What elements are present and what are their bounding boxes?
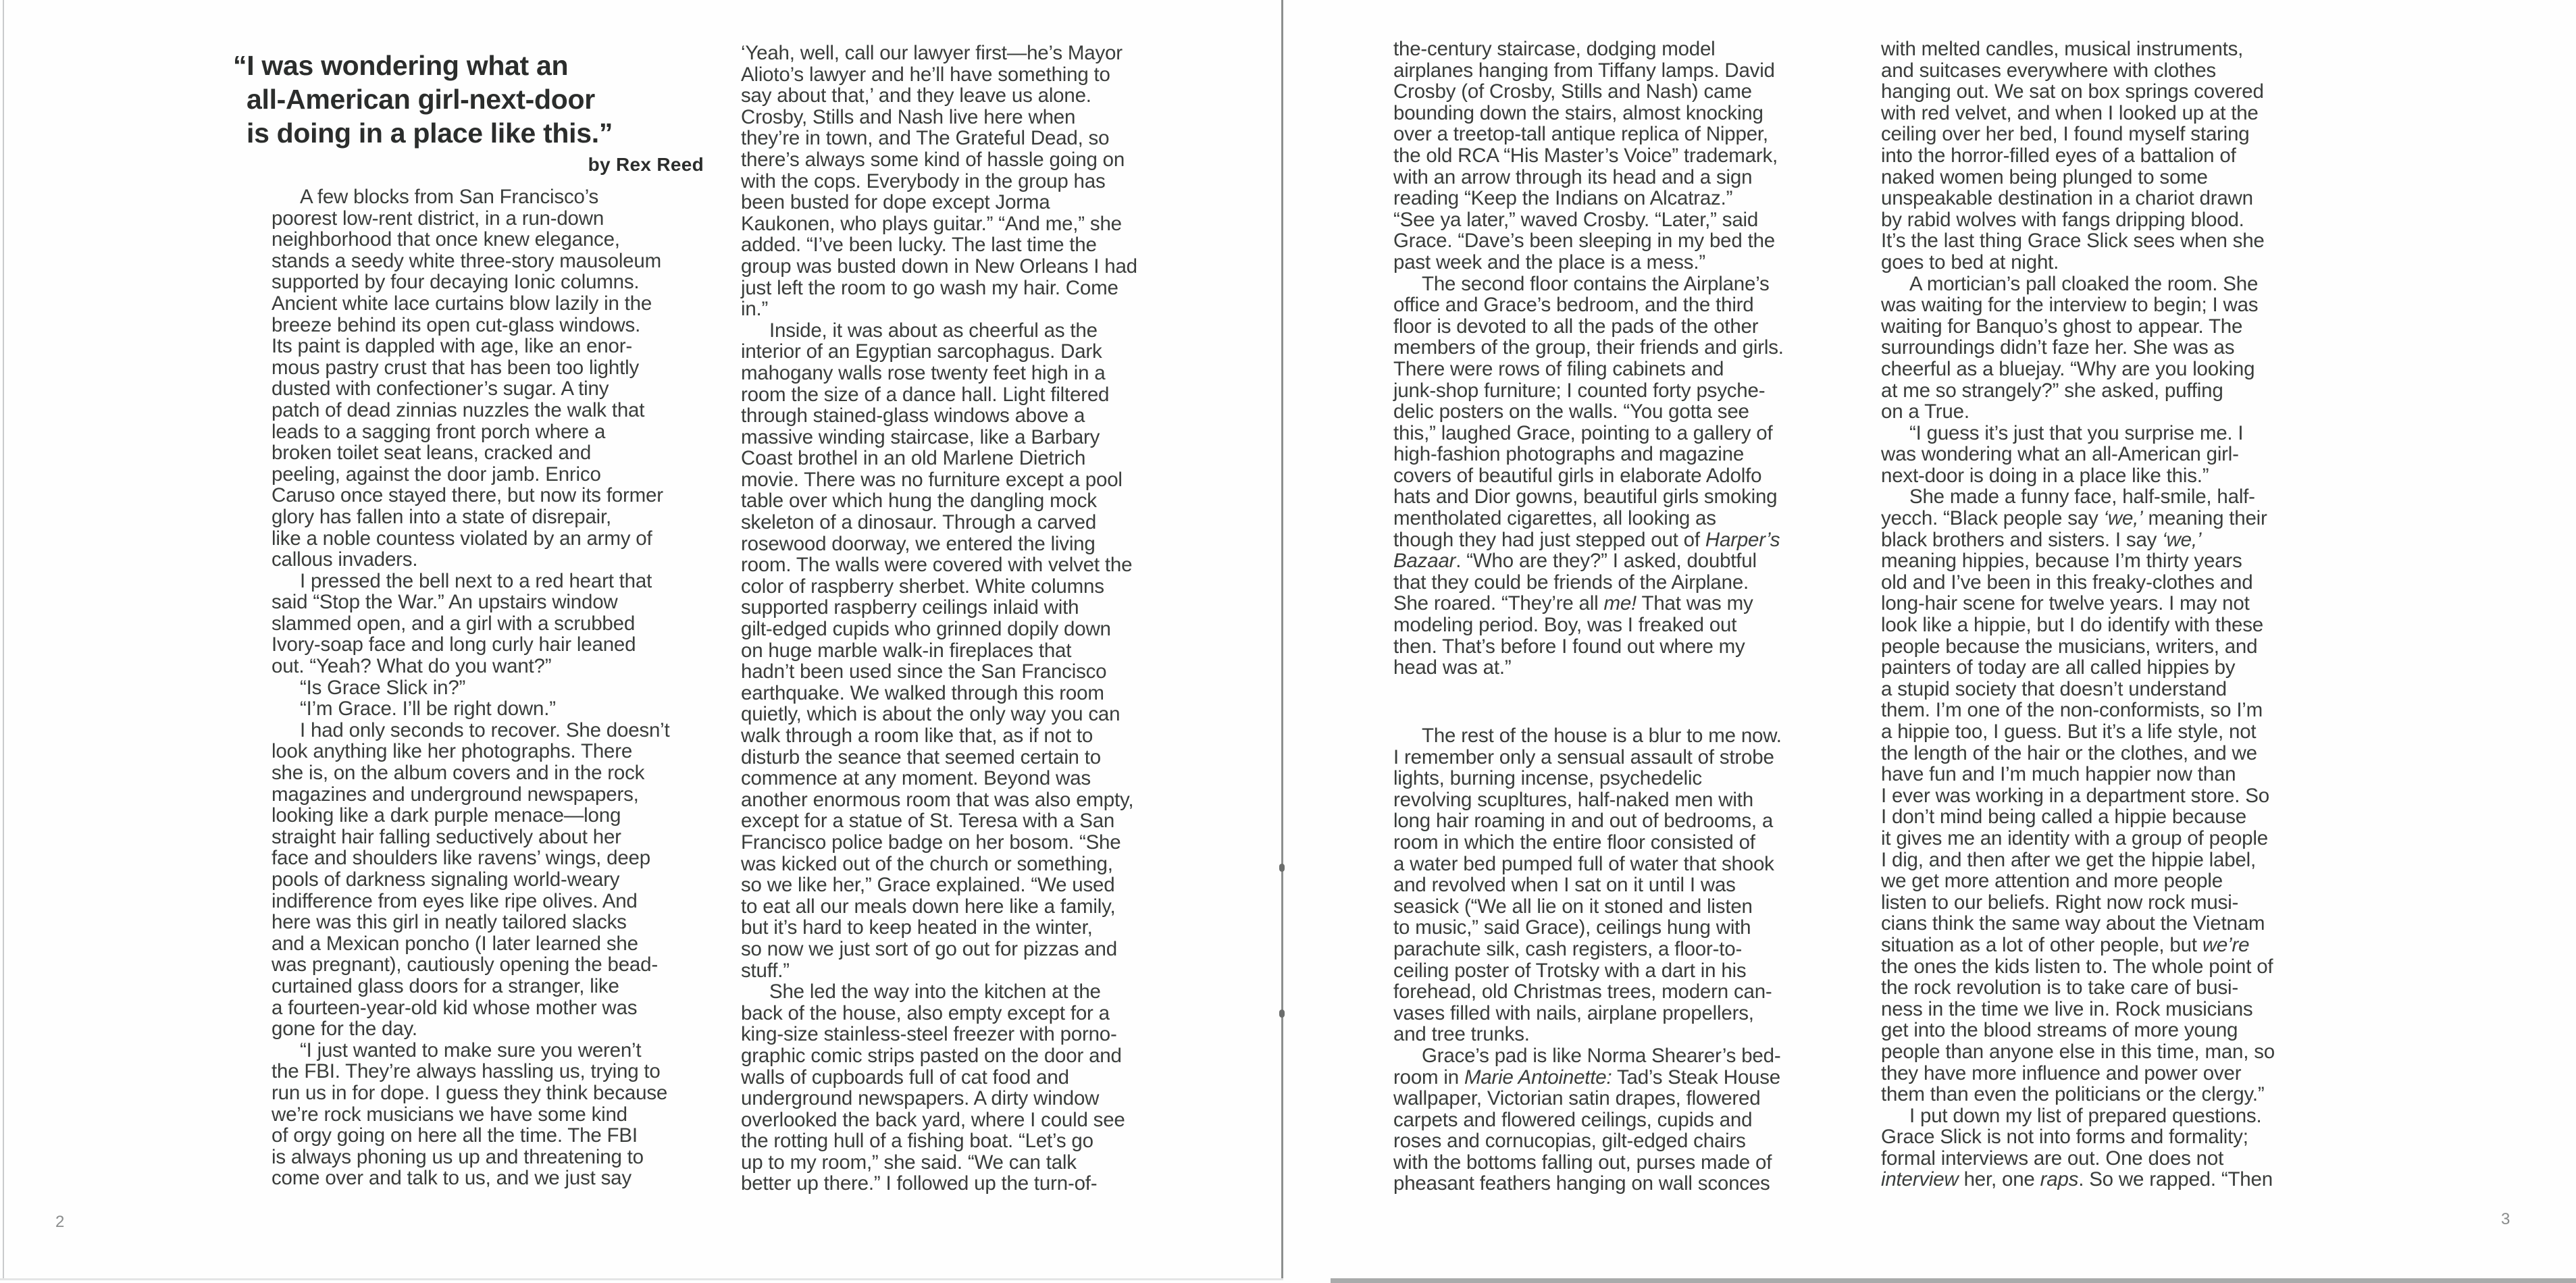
text-line: with the bottoms falling out, purses made of	[1393, 1151, 1772, 1174]
bottom-shadow-right	[1331, 1278, 2576, 1283]
text-line: a fourteen-year-old kid whose mother was	[272, 996, 638, 1019]
text-line: Crosby, Stills and Nash live here when	[741, 105, 1076, 128]
text-line: group was busted down in New Orleans I had	[741, 255, 1137, 278]
text-line: on a True.	[1881, 400, 1969, 423]
text-line: that they could be friends of the Airplane.	[1393, 571, 1749, 594]
body-column-4	[1881, 38, 2347, 1190]
text-line: Grace Slick is not into forms and formality;	[1881, 1126, 2248, 1149]
text-line: there’s always some kind of hassle going on	[741, 148, 1125, 171]
text-line: seasick (“We all lie on it stoned and listen	[1393, 895, 1753, 918]
text-line: I had only seconds to recover. She doesn’t	[300, 718, 670, 741]
text-line: then. That’s before I found out where my	[1393, 635, 1745, 658]
text-line: long hair roaming in and out of bedrooms, a	[1393, 810, 1774, 833]
text-line: airplanes hanging from Tiffany lamps. David	[1393, 59, 1775, 82]
text-line: here was this girl in neatly tailored slacks	[272, 911, 627, 934]
text-line: I ever was working in a department store. So	[1881, 784, 2269, 807]
text-line: was pregnant), cautiously opening the bead-	[272, 953, 658, 976]
text-line: looking like a dark purple menace—long	[272, 804, 621, 827]
text-line: look like a hippie, but I do identify with these	[1881, 614, 2263, 637]
text-line: at me so strangely?” she asked, puffing	[1881, 379, 2223, 402]
paragraph	[272, 677, 717, 699]
text-line: interview her, one raps. So we rapped. “Then	[1881, 1168, 2273, 1191]
center-fold	[1281, 0, 1283, 1280]
text-line: stuff.”	[741, 959, 790, 982]
paragraph	[272, 571, 717, 677]
text-line: this,” laughed Grace, pointing to a gallery of	[1393, 421, 1773, 444]
text-line: better up there.” I followed up the turn-of-	[741, 1172, 1098, 1195]
text-line: carpets and flowered ceilings, cupids and	[1393, 1108, 1753, 1131]
text-line: say about that,’ and they leave us alone.	[741, 84, 1091, 107]
text-line: next-door is doing in a place like this.”	[1881, 464, 2209, 487]
text-line: a hippie too, I guess. But it’s a life style, not	[1881, 721, 2257, 743]
text-line: them. I’m one of the non-conformists, so I’m	[1881, 699, 2263, 722]
text-line: a stupid society that doesn’t understand	[1881, 677, 2227, 700]
text-line: The second floor contains the Airplane’s	[1422, 272, 1770, 295]
text-line: Inside, it was about as cheerful as the	[769, 319, 1098, 342]
body-column-3-lower	[1393, 725, 1853, 1195]
text-line: black brothers and sisters. I say ‘we,’	[1881, 528, 2202, 551]
paragraph	[1881, 38, 2347, 273]
text-line: There were rows of filing cabinets and	[1393, 357, 1724, 380]
text-line: Francisco police badge on her bosom. “She	[741, 831, 1121, 854]
text-line: ‘Yeah, well, call our lawyer first—he’s Mayor	[741, 42, 1123, 64]
text-line: revolving scupltures, half-naked men with	[1393, 788, 1753, 811]
text-line: to music,” said Grace), ceilings hung with	[1393, 916, 1751, 939]
text-line: Ivory-soap face and long curly hair leaned	[272, 633, 636, 656]
text-line: overlooked the back yard, where I could see	[741, 1108, 1125, 1131]
text-line: She roared. “They’re all me! That was my	[1393, 592, 1753, 615]
text-line: A few blocks from San Francisco’s	[300, 186, 599, 208]
text-line: covers of beautiful girls in elaborate Adolfo	[1393, 464, 1762, 487]
text-line: with melted candles, musical instruments,	[1881, 38, 2244, 60]
text-line: reading “Keep the Indians on Alcatraz.”	[1393, 187, 1733, 210]
text-line: formal interviews are out. One does not	[1881, 1147, 2224, 1170]
text-line: out. “Yeah? What do you want?”	[272, 655, 552, 678]
text-line: junk-shop furniture; I counted forty psyche-	[1393, 379, 1766, 402]
text-line: hats and Dior gowns, beautiful girls smoking	[1393, 486, 1778, 508]
text-line: massive winding staircase, like a Barbary	[741, 425, 1100, 448]
text-line: is always phoning us up and threatening to	[272, 1145, 644, 1168]
text-line: I pressed the bell next to a red heart that	[300, 569, 652, 592]
text-line: I don’t mind being called a hippie because	[1881, 806, 2247, 829]
text-line: they’re in town, and The Grateful Dead, so	[741, 127, 1110, 150]
text-line: rosewood doorway, we entered the living	[741, 532, 1096, 555]
text-line: “See ya later,” waved Crosby. “Later,” said	[1393, 208, 1759, 231]
text-line: and tree trunks.	[1393, 1023, 1530, 1046]
text-line: straight hair falling seductively about her	[272, 825, 621, 848]
paragraph	[1393, 273, 1853, 679]
text-line: been busted for dope except Jorma	[741, 191, 1050, 214]
text-line: skeleton of a dinosaur. Through a carved	[741, 511, 1097, 534]
text-line: room in which the entire floor consisted of	[1393, 831, 1755, 854]
text-line: quietly, which is about the only way you can	[741, 703, 1120, 726]
paragraph	[272, 720, 717, 1040]
text-line: painters of today are all called hippies by	[1881, 656, 2236, 679]
text-line: leads to a sagging front porch where a	[272, 420, 606, 443]
article-headline	[233, 49, 719, 150]
text-line: lights, burning incense, psychedelic	[1393, 767, 1702, 790]
text-line: back of the house, also empty except for a	[741, 1001, 1110, 1024]
text-line: they have more influence and power over	[1881, 1062, 2242, 1084]
text-line: come over and talk to us, and we just say	[272, 1167, 632, 1190]
paragraph	[741, 981, 1200, 1195]
paragraph	[1393, 725, 1853, 1045]
headline-line: is doing in a place like this.”	[247, 117, 613, 149]
text-line: She led the way into the kitchen at the	[769, 980, 1101, 1003]
text-line: but it’s hard to keep heated in the winter,	[741, 916, 1093, 939]
text-line: with an arrow through its head and a sign	[1393, 165, 1753, 188]
text-line: “I just wanted to make sure you weren’t	[300, 1039, 642, 1062]
page-number-right: 3	[2501, 1210, 2510, 1228]
text-line: indifference from eyes like ripe olives. And	[272, 889, 638, 912]
text-line: Grace’s pad is like Norma Shearer’s bed-	[1422, 1044, 1781, 1067]
text-line: with the cops. Everybody in the group has	[741, 169, 1106, 192]
text-line: pheasant feathers hanging on wall sconces	[1393, 1172, 1770, 1195]
text-line: people because the musicians, writers, and	[1881, 635, 2258, 658]
text-line: surroundings didn’t faze her. She was as	[1881, 336, 2235, 359]
text-line: them than even the politicians or the clergy.”	[1881, 1083, 2265, 1106]
text-line: and revolved when I sat on it until I was	[1393, 874, 1736, 897]
text-line: A mortician’s pall cloaked the room. She	[1909, 272, 2259, 295]
text-line: naked women being plunged to some	[1881, 165, 2208, 188]
text-line: so now we just sort of go out for pizzas and	[741, 937, 1117, 960]
text-line: was waiting for the interview to begin; I was	[1881, 294, 2259, 317]
text-line: so we like her,” Grace explained. “We used	[741, 874, 1115, 897]
text-line: on huge marble walk-in fireplaces that	[741, 639, 1072, 662]
text-line: a water bed pumped full of water that shook	[1393, 852, 1774, 875]
text-line: I remember only a sensual assault of strobe	[1393, 745, 1774, 768]
text-line: high-fashion photographs and magazine	[1393, 443, 1745, 466]
headline-line: “I was wondering what an	[233, 50, 569, 81]
text-line: callous invaders.	[272, 548, 418, 571]
bottom-shadow-left	[0, 1278, 1283, 1280]
text-line: peeling, against the door jamb. Enrico	[272, 463, 601, 486]
text-line: forehead, old Christmas trees, modern can-	[1393, 980, 1772, 1003]
text-line: color of raspberry sherbet. White columns	[741, 575, 1104, 598]
text-line: ness in the time we live in. Rock musicians	[1881, 997, 2253, 1020]
text-line: parachute silk, cash registers, a floor-to-	[1393, 937, 1743, 960]
text-line: mous pastry crust that has been too lightly	[272, 356, 639, 379]
text-line: The rest of the house is a blur to me now.	[1422, 725, 1782, 747]
text-line: magazines and underground newspapers,	[272, 783, 639, 806]
text-line: ceiling over her bed, I found myself staring	[1881, 123, 2250, 146]
text-line: of orgy going on here all the time. The FBI	[272, 1124, 638, 1147]
byline: by Rex Reed	[588, 154, 704, 175]
text-line: “Is Grace Slick in?”	[300, 676, 466, 699]
paragraph	[741, 43, 1200, 320]
text-line: look anything like her photographs. There	[272, 740, 633, 763]
text-line: supported raspberry ceilings inlaid with	[741, 596, 1079, 619]
text-line: poorest low-rent district, in a run-down	[272, 207, 604, 230]
text-line: members of the group, their friends and girls.	[1393, 336, 1784, 359]
text-line: broken toilet seat leans, cracked and	[272, 442, 592, 465]
text-line: hadn’t been used since the San Francisco	[741, 660, 1107, 683]
text-line: Bazaar. “Who are they?” I asked, doubtful	[1393, 550, 1757, 573]
paragraph	[1881, 486, 2347, 1105]
text-line: vases filled with nails, airplane propellers,	[1393, 1001, 1754, 1024]
text-line: and suitcases everywhere with clothes	[1881, 59, 2216, 82]
text-line: added. “I’ve been lucky. The last time the	[741, 234, 1097, 257]
text-line: she is, on the album covers and in the rock	[272, 762, 645, 785]
body-column-3	[1393, 38, 1853, 679]
text-line: She made a funny face, half-smile, half-	[1909, 486, 2255, 508]
text-line: we get more attention and more people	[1881, 870, 2223, 893]
text-line: goes to bed at night.	[1881, 251, 2059, 273]
text-line: the rock revolution is to take care of busi-	[1881, 976, 2239, 999]
text-line: the ones the kids listen to. The whole point of	[1881, 955, 2273, 978]
text-line: curtained glass doors for a stranger, like	[272, 974, 619, 997]
text-line: mentholated cigarettes, all looking as	[1393, 507, 1716, 530]
text-line: room in Marie Antoinette: Tad’s Steak House	[1393, 1066, 1780, 1089]
paragraph	[741, 320, 1200, 981]
text-line: gone for the day.	[272, 1018, 417, 1041]
text-line: office and Grace’s bedroom, and the third	[1393, 294, 1754, 317]
text-line: the rotting hull of a fishing boat. “Let’s go	[741, 1130, 1093, 1153]
text-line: walls of cupboards full of cat food and	[741, 1066, 1069, 1089]
text-line: have fun and I’m much happier now than	[1881, 763, 2236, 786]
text-line: over a treetop-tall antique replica of Nipper,	[1393, 123, 1768, 146]
text-line: floor is devoted to all the pads of the other	[1393, 315, 1759, 338]
text-line: to eat all our meals down here like a family,	[741, 895, 1116, 918]
body-column-2	[741, 43, 1200, 1195]
paragraph	[1881, 273, 2347, 423]
text-line: up to my room,” she said. “We can talk	[741, 1151, 1077, 1174]
text-line: delic posters on the walls. “You gotta see	[1393, 400, 1749, 423]
text-line: wallpaper, Victorian satin drapes, flowered	[1393, 1087, 1761, 1110]
text-line: situation as a lot of other people, but we’re	[1881, 933, 2250, 956]
text-line: though they had just stepped out of Harper’s	[1393, 528, 1780, 551]
text-line: was wondering what an all-American girl-	[1881, 443, 2239, 466]
text-line: the length of the hair or the clothes, and we	[1881, 741, 2257, 764]
text-line: mahogany walls rose twenty feet high in a	[741, 361, 1106, 384]
text-line: earthquake. We walked through this room	[741, 681, 1104, 704]
text-line: just left the room to go wash my hair. Come	[741, 276, 1118, 299]
text-line: cheerful as a bluejay. “Why are you looking	[1881, 357, 2255, 380]
text-line: graphic comic strips pasted on the door and	[741, 1044, 1122, 1067]
text-line: the FBI. They’re always hassling us, trying to	[272, 1060, 661, 1083]
text-line: roses and cornucopias, gilt-edged chairs	[1393, 1130, 1746, 1153]
text-line: said “Stop the War.” An upstairs window	[272, 591, 618, 614]
text-line: Grace. “Dave’s been sleeping in my bed the	[1393, 230, 1775, 253]
text-line: through stained-glass windows above a	[741, 404, 1085, 427]
text-line: “I guess it’s just that you surprise me. I	[1909, 421, 2244, 444]
text-line: Alioto’s lawyer and he’ll have something to	[741, 63, 1110, 86]
text-line: commence at any moment. Beyond was	[741, 767, 1091, 790]
text-line: table over which hung the dangling mock	[741, 490, 1097, 513]
text-line: long-hair scene for twelve years. I may not	[1881, 592, 2250, 615]
text-line: disturb the seance that seemed certain to	[741, 745, 1101, 768]
text-line: meaning hippies, because I’m thirty years	[1881, 550, 2242, 573]
text-line: bounding down the stairs, almost knocking	[1393, 101, 1763, 124]
text-line: Its paint is dappled with age, like an enor-	[272, 335, 632, 358]
text-line: gilt-edged cupids who grinned dopily down	[741, 618, 1111, 641]
fold-staple-mark	[1279, 864, 1285, 872]
text-line: I put down my list of prepared questions.	[1909, 1104, 2262, 1127]
text-line: Crosby (of Crosby, Stills and Nash) came	[1393, 80, 1752, 103]
paragraph	[1881, 1105, 2347, 1190]
text-line: patch of dead zinnias nuzzles the walk that	[272, 398, 645, 421]
text-line: glory has fallen into a state of disrepair,	[272, 505, 612, 528]
text-line: waiting for Banquo’s ghost to appear. The	[1881, 315, 2243, 338]
text-line: past week and the place is a mess.”	[1393, 251, 1705, 273]
text-line: ceiling poster of Trotsky with a dart in his	[1393, 959, 1747, 982]
text-line: by rabid wolves with fangs dripping blood.	[1881, 208, 2244, 231]
text-line: neighborhood that once knew elegance,	[272, 228, 620, 251]
headline-line: all-American girl-next-door	[247, 84, 595, 115]
text-line: underground newspapers. A dirty window	[741, 1087, 1100, 1110]
text-line: in.”	[741, 298, 769, 321]
text-line: hanging out. We sat on box springs covered	[1881, 80, 2264, 103]
text-line: modeling period. Boy, was I freaked out	[1393, 614, 1737, 637]
text-line: another enormous room that was also empty,	[741, 788, 1134, 811]
text-line: was kicked out of the church or something,	[741, 852, 1113, 875]
text-line: walk through a room like that, as if not to	[741, 725, 1093, 747]
text-line: slammed open, and a girl with a scrubbed	[272, 612, 636, 635]
text-line: face and shoulders like ravens’ wings, deep	[272, 847, 650, 870]
text-line: interior of an Egyptian sarcophagus. Dark	[741, 340, 1102, 363]
text-line: and a Mexican poncho (I later learned she	[272, 932, 638, 955]
text-line: Coast brothel in an old Marlene Dietrich	[741, 447, 1086, 470]
text-line: Caruso once stayed there, but now its former	[272, 484, 663, 507]
text-line: old and I’ve been in this freaky-clothes and	[1881, 571, 2253, 594]
text-line: room the size of a dance hall. Light filtered	[741, 383, 1110, 406]
paragraph	[1393, 38, 1853, 273]
text-line: the-century staircase, dodging model	[1393, 38, 1716, 60]
text-line: except for a statue of St. Teresa with a San	[741, 810, 1115, 833]
text-line: king-size stainless-steel freezer with porno-	[741, 1023, 1117, 1046]
text-line: “I’m Grace. I’ll be right down.”	[300, 698, 556, 721]
text-line: stands a seedy white three-story mausoleum	[272, 249, 661, 272]
text-line: the old RCA “His Master’s Voice” trademark,	[1393, 144, 1778, 167]
paragraph	[1393, 1045, 1853, 1195]
body-column-1	[272, 186, 717, 1189]
text-line: pools of darkness signaling world-weary	[272, 868, 620, 891]
text-line: breeze behind its open cut-glass windows.	[272, 313, 641, 336]
text-line: Kaukonen, who plays guitar.” “And me,” she	[741, 212, 1122, 235]
text-line: we’re rock musicians we have some kind	[272, 1103, 627, 1126]
text-line: run us in for dope. I guess they think because	[272, 1081, 668, 1104]
text-line: head was at.”	[1393, 656, 1512, 679]
text-line: get into the blood streams of more young	[1881, 1019, 2238, 1042]
page-number-left: 2	[55, 1213, 65, 1231]
text-line: cians think the same way about the Vietnam	[1881, 912, 2265, 935]
fold-staple-mark	[1279, 1010, 1285, 1018]
paragraph	[272, 698, 717, 720]
page-edge-left	[3, 0, 4, 1280]
text-line: dusted with confectioner’s sugar. A tiny	[272, 377, 609, 400]
text-line: movie. There was no furniture except a pool	[741, 468, 1123, 491]
text-line: Ancient white lace curtains blow lazily in the	[272, 292, 652, 315]
text-line: It’s the last thing Grace Slick sees when she	[1881, 230, 2265, 253]
paragraph	[272, 186, 717, 571]
text-line: unspeakable destination in a chariot drawn	[1881, 187, 2253, 210]
text-line: people than anyone else in this time, man, so	[1881, 1040, 2275, 1063]
text-line: yecch. “Black people say ‘we,’ meaning their	[1881, 507, 2267, 530]
text-line: with red velvet, and when I looked up at the	[1881, 101, 2259, 124]
text-line: listen to our beliefs. Right now rock musi-	[1881, 891, 2239, 914]
text-line: I dig, and then after we get the hippie label,	[1881, 848, 2256, 871]
paragraph	[272, 1040, 717, 1189]
text-line: it gives me an identity with a group of people	[1881, 827, 2268, 849]
paragraph	[1881, 423, 2347, 487]
text-line: like a noble countess violated by an army of	[272, 527, 652, 550]
text-line: supported by four decaying Ionic columns.	[272, 271, 640, 294]
text-line: room. The walls were covered with velvet the	[741, 554, 1133, 577]
text-line: into the horror-filled eyes of a battalion of	[1881, 144, 2236, 167]
